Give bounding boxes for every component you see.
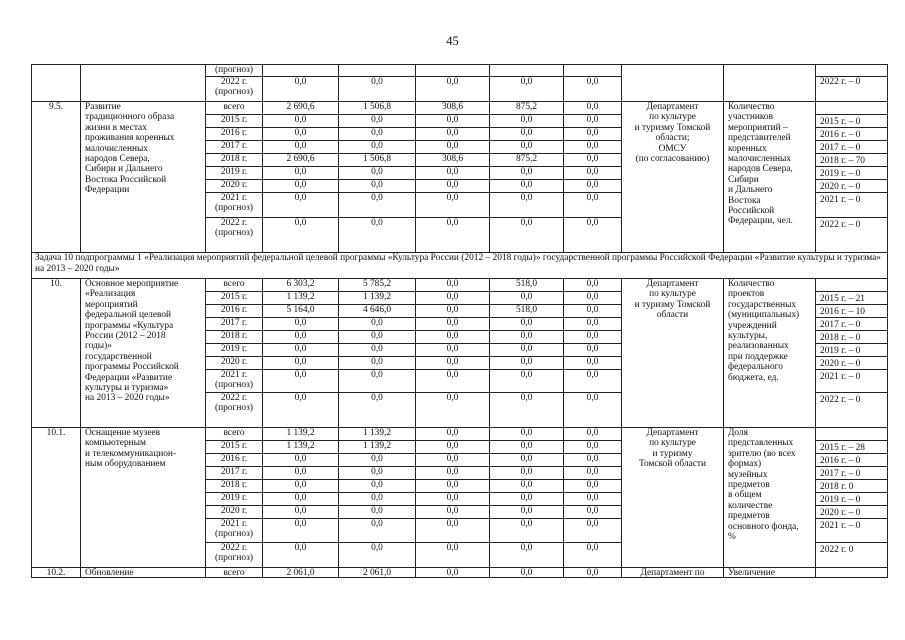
value-cell: 0,0 [338, 518, 415, 542]
value-cell [415, 64, 489, 76]
empty-name-cell [80, 64, 205, 101]
executor-cell: Департамент по культуре и туризму Томской области [621, 427, 723, 567]
value-cell: 0,0 [262, 542, 338, 567]
value-cell: 0,0 [338, 217, 415, 252]
value-cell: 0,0 [262, 76, 338, 101]
value-cell: 0,0 [489, 567, 563, 578]
value-cell: 0,0 [338, 330, 415, 343]
value-cell: 0,0 [262, 479, 338, 492]
value-cell: 0,0 [415, 192, 489, 217]
value-cell: 0,0 [415, 392, 489, 427]
value-cell: 1 139,2 [338, 291, 415, 304]
empty-num-cell [31, 64, 80, 101]
year-cell: 2017 г. [205, 140, 262, 153]
value-cell: 0,0 [415, 140, 489, 153]
value-cell: 0,0 [489, 343, 563, 356]
value-cell: 0,0 [262, 127, 338, 140]
year-cell: всего [205, 427, 262, 440]
result-cell: 2016 г. – 0 [815, 453, 887, 466]
value-cell: 1 506,8 [338, 101, 415, 114]
value-cell: 1 506,8 [338, 153, 415, 166]
value-cell: 0,0 [563, 356, 621, 369]
year-cell: всего [205, 278, 262, 291]
value-cell: 0,0 [489, 140, 563, 153]
task-header: Задача 10 подпрограммы 1 «Реализация мероприятий федеральной целевой программы «Культура России (2012 – 2018 годы)» государственной программы Российской Федерации «Развитие культуры и туризма» на 2013 – 2020 годы» [31, 252, 887, 278]
value-cell: 0,0 [415, 114, 489, 127]
value-cell: 0,0 [415, 330, 489, 343]
value-cell: 2 061,0 [262, 567, 338, 578]
result-cell [815, 64, 887, 76]
value-cell: 4 646,0 [338, 304, 415, 317]
value-cell: 0,0 [262, 114, 338, 127]
value-cell [489, 64, 563, 76]
value-cell: 0,0 [338, 343, 415, 356]
value-cell: 0,0 [415, 440, 489, 453]
result-cell: 2018 г. – 70 [815, 153, 887, 166]
value-cell: 1 139,2 [338, 440, 415, 453]
value-cell: 0,0 [563, 101, 621, 114]
result-cell: 2015 г. – 28 [815, 440, 887, 453]
year-cell: 2016 г. [205, 127, 262, 140]
result-cell: 2022 г. – 0 [815, 392, 887, 427]
result-cell: 2020 г. – 0 [815, 356, 887, 369]
year-cell: 2017 г. [205, 466, 262, 479]
activity-name: Обновление [80, 567, 205, 578]
value-cell: 0,0 [563, 542, 621, 567]
year-cell: всего [205, 567, 262, 578]
value-cell: 0,0 [489, 518, 563, 542]
value-cell: 0,0 [563, 505, 621, 518]
value-cell: 0,0 [489, 317, 563, 330]
value-cell: 2 690,6 [262, 101, 338, 114]
year-cell: 2015 г. [205, 291, 262, 304]
value-cell: 2 061,0 [338, 567, 415, 578]
value-cell: 0,0 [489, 114, 563, 127]
value-cell: 0,0 [563, 278, 621, 291]
value-cell: 0,0 [489, 492, 563, 505]
year-cell: 2020 г. [205, 179, 262, 192]
value-cell: 0,0 [563, 392, 621, 427]
value-cell: 0,0 [563, 466, 621, 479]
indicator-cell: Доля представленных зрителю (во всех формах) музейных предметов в общем количестве предметов основного фонда, % [723, 427, 815, 567]
result-cell: 2016 г. – 0 [815, 127, 887, 140]
value-cell: 0,0 [489, 440, 563, 453]
value-cell: 0,0 [338, 166, 415, 179]
year-cell: 2020 г. [205, 505, 262, 518]
value-cell: 0,0 [415, 479, 489, 492]
value-cell: 0,0 [563, 440, 621, 453]
value-cell: 0,0 [262, 179, 338, 192]
value-cell: 0,0 [489, 166, 563, 179]
value-cell: 0,0 [338, 466, 415, 479]
value-cell: 0,0 [262, 330, 338, 343]
value-cell: 0,0 [489, 291, 563, 304]
value-cell: 0,0 [338, 479, 415, 492]
value-cell: 2 690,6 [262, 153, 338, 166]
value-cell: 0,0 [489, 330, 563, 343]
value-cell: 0,0 [489, 356, 563, 369]
result-cell: 2019 г. – 0 [815, 166, 887, 179]
result-cell: 2017 г. – 0 [815, 466, 887, 479]
year-cell: 2019 г. [205, 492, 262, 505]
activity-name: Основное мероприятие «Реализация мероприятий федеральной целевой программы «Культура России (2012 – 2018 годы)» государственной программы Российской Федерации «Развитие культуры и туризма» на 2013 – 2020 годы» [80, 278, 205, 427]
value-cell: 0,0 [415, 427, 489, 440]
value-cell: 0,0 [563, 518, 621, 542]
value-cell: 0,0 [262, 140, 338, 153]
value-cell: 0,0 [489, 542, 563, 567]
value-cell: 0,0 [415, 317, 489, 330]
value-cell [262, 64, 338, 76]
value-cell: 0,0 [338, 492, 415, 505]
result-cell: 2021 г. – 0 [815, 518, 887, 542]
value-cell: 0,0 [415, 76, 489, 101]
value-cell: 0,0 [338, 179, 415, 192]
year-cell: 2021 г. (прогноз) [205, 192, 262, 217]
value-cell: 0,0 [338, 140, 415, 153]
result-cell: 2019 г. – 0 [815, 492, 887, 505]
value-cell: 1 139,2 [262, 291, 338, 304]
row-number: 9.5. [31, 101, 80, 252]
value-cell: 0,0 [262, 317, 338, 330]
executor-cell: Департамент по культуре и туризму Томской области; ОМСУ (по согласованию) [621, 101, 723, 252]
value-cell: 0,0 [563, 140, 621, 153]
table-border-right [887, 64, 888, 578]
value-cell: 0,0 [262, 453, 338, 466]
value-cell: 0,0 [262, 369, 338, 392]
year-cell: 2019 г. [205, 166, 262, 179]
value-cell: 0,0 [415, 369, 489, 392]
value-cell: 0,0 [262, 217, 338, 252]
value-cell: 0,0 [415, 278, 489, 291]
value-cell: 0,0 [415, 166, 489, 179]
value-cell: 518,0 [489, 278, 563, 291]
value-cell: 1 139,2 [262, 427, 338, 440]
result-cell: 2020 г. – 0 [815, 179, 887, 192]
value-cell: 0,0 [489, 392, 563, 427]
year-cell: 2016 г. [205, 304, 262, 317]
value-cell: 0,0 [563, 127, 621, 140]
result-cell: 2019 г. – 0 [815, 343, 887, 356]
value-cell: 0,0 [415, 217, 489, 252]
value-cell: 0,0 [415, 179, 489, 192]
result-cell: 2021 г. – 0 [815, 192, 887, 217]
value-cell: 0,0 [563, 304, 621, 317]
value-cell: 1 139,2 [338, 427, 415, 440]
value-cell: 0,0 [338, 356, 415, 369]
year-cell: 2022 г. (прогноз) [205, 217, 262, 252]
value-cell: 0,0 [489, 479, 563, 492]
value-cell: 0,0 [415, 304, 489, 317]
value-cell: 0,0 [489, 217, 563, 252]
year-cell: 2018 г. [205, 479, 262, 492]
value-cell: 0,0 [262, 505, 338, 518]
value-cell: 0,0 [563, 492, 621, 505]
value-cell: 0,0 [415, 291, 489, 304]
value-cell: 0,0 [338, 192, 415, 217]
value-cell: 5 785,2 [338, 278, 415, 291]
executor-cell: Департамент по [621, 567, 723, 578]
year-cell: 2018 г. [205, 330, 262, 343]
value-cell: 0,0 [262, 518, 338, 542]
result-cell: 2017 г. – 0 [815, 317, 887, 330]
value-cell: 0,0 [489, 453, 563, 466]
result-cell [815, 278, 887, 291]
value-cell: 308,6 [415, 101, 489, 114]
result-cell [815, 427, 887, 440]
result-cell: 2017 г. – 0 [815, 140, 887, 153]
year-cell: 2020 г. [205, 356, 262, 369]
value-cell: 0,0 [563, 153, 621, 166]
value-cell: 308,6 [415, 153, 489, 166]
result-cell: 2020 г. – 0 [815, 505, 887, 518]
activity-name: Развитие традиционного образа жизни в местах проживания коренных малочисленных народов Севера, Сибири и Дальнего Востока Российской Федерации [80, 101, 205, 252]
value-cell: 0,0 [563, 330, 621, 343]
value-cell: 0,0 [415, 505, 489, 518]
value-cell: 0,0 [563, 192, 621, 217]
value-cell: 0,0 [563, 166, 621, 179]
value-cell: 0,0 [563, 317, 621, 330]
value-cell: 0,0 [489, 369, 563, 392]
row-number: 10.1. [31, 427, 80, 567]
value-cell: 0,0 [338, 114, 415, 127]
result-cell: 2015 г. – 0 [815, 114, 887, 127]
value-cell: 0,0 [563, 217, 621, 252]
value-cell: 0,0 [415, 518, 489, 542]
page-number: 45 [446, 34, 459, 48]
value-cell: 0,0 [415, 567, 489, 578]
value-cell: 0,0 [563, 427, 621, 440]
value-cell: 0,0 [338, 127, 415, 140]
value-cell: 0,0 [489, 466, 563, 479]
value-cell: 0,0 [338, 76, 415, 101]
year-cell: 2018 г. [205, 153, 262, 166]
activity-name: Оснащение музеев компьютерным и телекоммуникацион- ным оборудованием [80, 427, 205, 567]
value-cell: 0,0 [338, 542, 415, 567]
value-cell: 0,0 [563, 114, 621, 127]
value-cell: 0,0 [489, 76, 563, 101]
value-cell: 0,0 [489, 192, 563, 217]
value-cell: 0,0 [489, 127, 563, 140]
table-border-bottom [31, 577, 888, 578]
year-cell: 2019 г. [205, 343, 262, 356]
result-cell: 2022 г. 0 [815, 542, 887, 567]
value-cell: 5 164,0 [262, 304, 338, 317]
year-cell: 2021 г. (прогноз) [205, 369, 262, 392]
result-cell: 2018 г. – 0 [815, 330, 887, 343]
indicator-cell: Количество участников мероприятий – представителей коренных малочисленных народов Севера, Сибири и Дальнего Востока Российской Федерации, чел. [723, 101, 815, 252]
value-cell: 0,0 [489, 427, 563, 440]
empty-executor-cell [621, 64, 723, 101]
value-cell: 0,0 [563, 369, 621, 392]
year-cell: 2016 г. [205, 453, 262, 466]
result-cell: 2016 г. – 10 [815, 304, 887, 317]
value-cell: 0,0 [489, 179, 563, 192]
indicator-cell: Увеличение [723, 567, 815, 578]
value-cell: 0,0 [563, 76, 621, 101]
value-cell: 0,0 [563, 453, 621, 466]
value-cell: 0,0 [262, 392, 338, 427]
year-cell: 2022 г. (прогноз) [205, 542, 262, 567]
value-cell: 0,0 [415, 453, 489, 466]
result-cell: 2021 г. – 0 [815, 369, 887, 392]
year-cell: 2022 г. (прогноз) [205, 392, 262, 427]
value-cell: 875,2 [489, 101, 563, 114]
value-cell: 0,0 [415, 466, 489, 479]
value-cell: 0,0 [262, 192, 338, 217]
value-cell [563, 64, 621, 76]
year-cell: 2017 г. [205, 317, 262, 330]
result-cell: 2022 г. – 0 [815, 217, 887, 252]
value-cell: 875,2 [489, 153, 563, 166]
value-cell: 0,0 [415, 356, 489, 369]
value-cell: 6 303,2 [262, 278, 338, 291]
value-cell: 0,0 [338, 392, 415, 427]
result-cell: 2018 г. 0 [815, 479, 887, 492]
year-cell: (прогноз) [205, 64, 262, 76]
indicator-cell: Количество проектов государственных (муниципальных) учреждений культуры, реализованных при поддержке федерального бюджета, ед. [723, 278, 815, 427]
value-cell: 0,0 [415, 127, 489, 140]
value-cell [338, 64, 415, 76]
result-cell [815, 101, 887, 114]
value-cell: 0,0 [338, 317, 415, 330]
value-cell: 518,0 [489, 304, 563, 317]
value-cell: 0,0 [563, 567, 621, 578]
row-number: 10. [31, 278, 80, 427]
year-cell: всего [205, 101, 262, 114]
value-cell: 0,0 [563, 291, 621, 304]
year-cell: 2015 г. [205, 440, 262, 453]
empty-indicator-cell [723, 64, 815, 101]
year-cell: 2015 г. [205, 114, 262, 127]
value-cell: 0,0 [415, 542, 489, 567]
value-cell: 0,0 [262, 166, 338, 179]
value-cell: 0,0 [262, 466, 338, 479]
executor-cell: Департамент по культуре и туризму Томской области [621, 278, 723, 427]
value-cell: 0,0 [262, 343, 338, 356]
value-cell: 0,0 [563, 479, 621, 492]
value-cell: 0,0 [262, 356, 338, 369]
value-cell: 0,0 [563, 179, 621, 192]
year-cell: 2022 г. (прогноз) [205, 76, 262, 101]
value-cell: 0,0 [338, 505, 415, 518]
row-number: 10.2. [31, 567, 80, 578]
value-cell: 0,0 [415, 492, 489, 505]
value-cell: 1 139,2 [262, 440, 338, 453]
value-cell: 0,0 [415, 343, 489, 356]
year-cell: 2021 г. (прогноз) [205, 518, 262, 542]
result-cell: 2015 г. – 21 [815, 291, 887, 304]
value-cell: 0,0 [563, 343, 621, 356]
value-cell: 0,0 [338, 369, 415, 392]
value-cell: 0,0 [262, 492, 338, 505]
value-cell: 0,0 [489, 505, 563, 518]
result-cell: 2022 г. – 0 [815, 76, 887, 101]
value-cell: 0,0 [338, 453, 415, 466]
